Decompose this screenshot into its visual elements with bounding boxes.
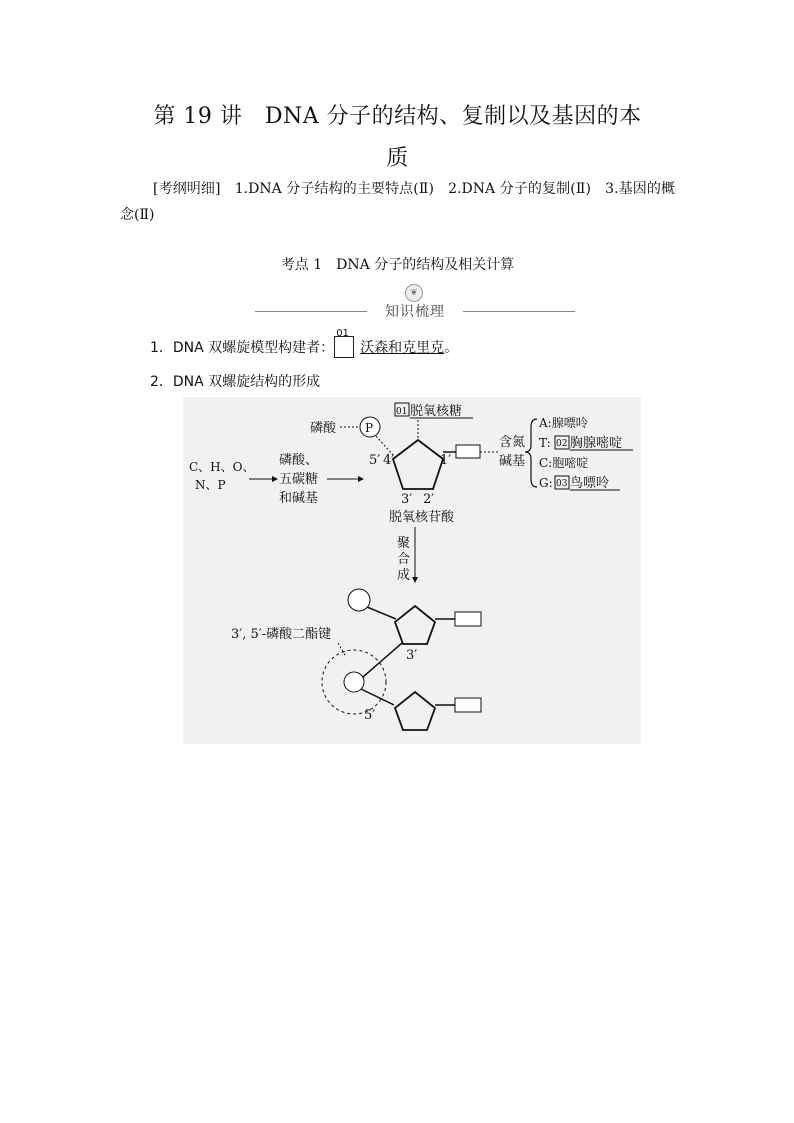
answer-text: 沃森和克里克 — [360, 340, 445, 356]
base-rect — [456, 445, 480, 458]
kaodian-title: 考点 1 DNA 分子的结构及相关计算 — [280, 257, 515, 273]
nucleotide-label: 脱氧核苷酸 — [389, 510, 455, 525]
bond-pointer — [338, 643, 346, 657]
title-line-1: 第 19 讲 DNA 分子的结构、复制以及基因的本 — [153, 104, 642, 129]
carbon-1: 1′ — [440, 453, 452, 468]
figure-canvas — [183, 397, 641, 744]
component-3: 和碱基 — [279, 491, 319, 506]
phosphate-symbol: P — [365, 421, 374, 435]
bond-3-line — [363, 643, 402, 677]
brace — [525, 419, 537, 487]
base-rect-top — [455, 612, 481, 626]
syllabus-outline: [考纲明细] 1.DNA 分子结构的主要特点(Ⅱ) 2.DNA 分子的复制(Ⅱ) 3.基因的概念(Ⅱ) — [120, 181, 675, 223]
arrow-head — [412, 577, 418, 583]
sugar-answer: 脱氧核糖 — [410, 404, 463, 419]
leaf-icon: ❦ — [405, 284, 423, 302]
base-t-answer: 胸腺嘧啶 — [570, 436, 623, 451]
blank-number: 02 — [556, 439, 568, 449]
carbon-5: 5′ — [369, 453, 381, 468]
elements-label-2: N、P — [195, 478, 226, 492]
sugar-pentagon-bottom — [395, 692, 435, 730]
list-item — [150, 328, 459, 358]
base-g-prefix: G: — [539, 476, 553, 490]
title-line-2: 质 — [386, 146, 409, 171]
arrow-head — [358, 476, 364, 482]
polymerize-1: 聚 — [397, 536, 411, 551]
elements-label: C、H、O、 — [189, 460, 255, 474]
arrow-head — [272, 476, 278, 482]
item-1-suffix: 。 — [444, 340, 459, 356]
polymerize-3: 成 — [397, 568, 411, 583]
component-2: 五碳糖 — [279, 472, 319, 487]
section-header — [255, 284, 575, 324]
answer-blank-box — [334, 328, 354, 358]
base-t-prefix: T: — [539, 436, 551, 450]
item-2-text: 2．DNA 双螺旋结构的形成 — [150, 374, 321, 390]
bond-5: 5′ — [364, 708, 376, 723]
base-label-1: 含氮 — [499, 435, 526, 450]
base-g-answer: 鸟嘌呤 — [570, 476, 610, 491]
polymerize-2: 合 — [397, 552, 411, 567]
dna-structure-figure — [183, 397, 641, 744]
base-c: C:胞嘧啶 — [539, 456, 589, 470]
blank-number: 03 — [556, 479, 568, 489]
list-item — [150, 371, 320, 391]
section-label: 知识梳理 — [385, 304, 445, 320]
blank-number: 01 — [396, 407, 408, 417]
carbon-2: 2′ — [423, 492, 435, 507]
blank-number: 01 — [336, 328, 349, 339]
sugar-pentagon-top — [395, 606, 435, 644]
phosphate-circle-top — [348, 589, 370, 611]
base-a: A:腺嘌呤 — [539, 416, 588, 430]
base-rect-bottom — [455, 698, 481, 712]
bond-5-line — [361, 689, 394, 705]
bond-3: 3′ — [406, 648, 418, 663]
divider-left — [255, 311, 367, 312]
sugar-pentagon — [393, 440, 443, 489]
carbon-4: 4′ — [383, 453, 395, 468]
base-label-2: 碱基 — [499, 454, 526, 469]
page-title — [120, 96, 675, 180]
component-1: 磷酸、 — [279, 453, 319, 468]
divider-right — [463, 311, 575, 312]
phosphate-bond-top — [367, 607, 396, 619]
bond-label: 3′, 5′-磷酸二酯键 — [231, 627, 332, 642]
item-1-text: 1．DNA 双螺旋模型构建者： — [150, 340, 335, 356]
phosphate-label: 磷酸 — [310, 421, 337, 436]
carbon-3: 3′ — [401, 492, 413, 507]
